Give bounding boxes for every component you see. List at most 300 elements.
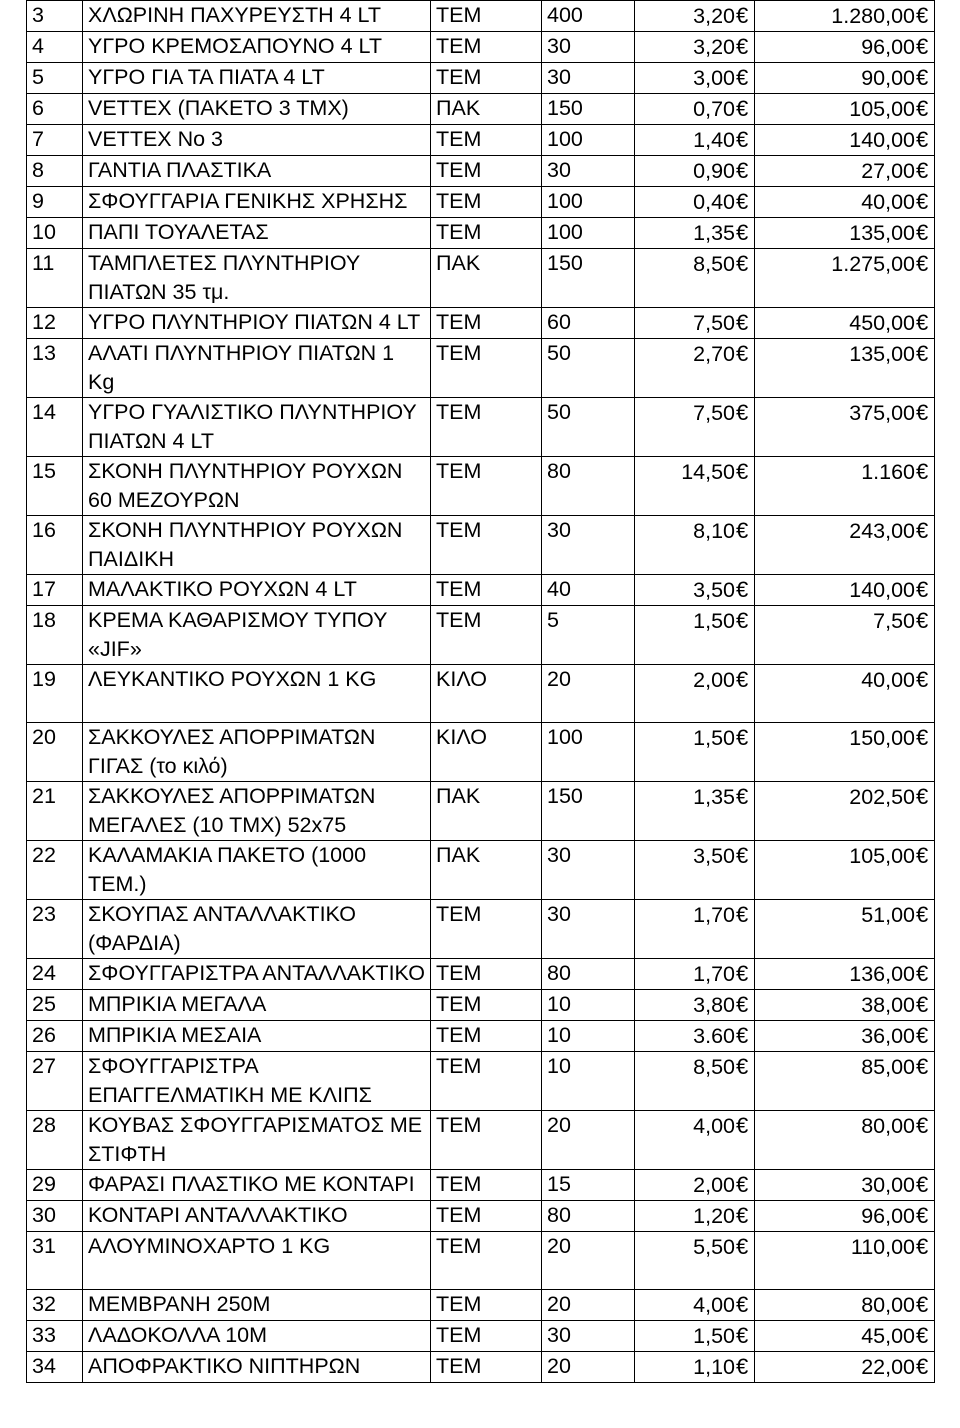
item-number: 31 bbox=[27, 1232, 83, 1290]
item-unit: ΤΕΜ bbox=[431, 1111, 542, 1170]
table-row bbox=[27, 308, 935, 339]
item-number: 12 bbox=[27, 308, 83, 339]
item-quantity: 5 bbox=[542, 606, 635, 665]
euro-sign: € bbox=[916, 3, 929, 28]
item-description: ΓΑΝΤΙΑ ΠΛΑΣΤΙΚΑ bbox=[83, 156, 431, 187]
item-unit: ΤΕΜ bbox=[431, 218, 542, 249]
item-unit: ΤΕΜ bbox=[431, 308, 542, 339]
euro-sign: € bbox=[736, 1234, 749, 1259]
item-unit-price: 3,50 bbox=[693, 844, 735, 868]
item-unit-price: 8,50 bbox=[693, 1055, 735, 1079]
table-row bbox=[27, 606, 935, 665]
euro-sign: € bbox=[736, 1113, 749, 1138]
item-total: 450,00 bbox=[849, 311, 915, 335]
item-quantity: 10 bbox=[542, 990, 635, 1021]
item-number: 5 bbox=[27, 63, 83, 94]
item-unit-price-cell bbox=[635, 841, 755, 900]
item-quantity: 15 bbox=[542, 1170, 635, 1201]
item-quantity: 150 bbox=[542, 94, 635, 125]
euro-sign: € bbox=[916, 459, 929, 484]
table-row bbox=[27, 1111, 935, 1170]
euro-sign: € bbox=[916, 310, 929, 335]
table-row bbox=[27, 63, 935, 94]
item-unit-price-cell bbox=[635, 339, 755, 398]
item-quantity: 10 bbox=[542, 1052, 635, 1111]
euro-sign: € bbox=[736, 1292, 749, 1317]
item-unit-price-cell bbox=[635, 94, 755, 125]
table-row bbox=[27, 665, 935, 723]
item-unit-price-cell bbox=[635, 665, 755, 723]
item-unit: ΤΕΜ bbox=[431, 32, 542, 63]
euro-sign: € bbox=[916, 992, 929, 1017]
item-unit: ΤΕΜ bbox=[431, 1052, 542, 1111]
item-total: 105,00 bbox=[849, 97, 915, 121]
item-number: 28 bbox=[27, 1111, 83, 1170]
item-number: 30 bbox=[27, 1201, 83, 1232]
item-unit-price-cell bbox=[635, 959, 755, 990]
euro-sign: € bbox=[736, 1172, 749, 1197]
item-total: 135,00 bbox=[849, 221, 915, 245]
euro-sign: € bbox=[736, 127, 749, 152]
item-unit-price-cell bbox=[635, 1232, 755, 1290]
euro-sign: € bbox=[916, 158, 929, 183]
item-number: 3 bbox=[27, 1, 83, 32]
item-quantity: 80 bbox=[542, 1201, 635, 1232]
euro-sign: € bbox=[916, 251, 929, 276]
item-total-cell bbox=[755, 1201, 935, 1232]
item-unit-price: 5,50 bbox=[693, 1235, 735, 1259]
item-quantity: 20 bbox=[542, 665, 635, 723]
item-unit-price-cell bbox=[635, 63, 755, 94]
item-number: 18 bbox=[27, 606, 83, 665]
euro-sign: € bbox=[736, 251, 749, 276]
item-unit-price: 3,00 bbox=[693, 66, 735, 90]
table-row bbox=[27, 457, 935, 516]
item-number: 24 bbox=[27, 959, 83, 990]
item-description: ΧΛΩΡΙΝΗ ΠΑΧΥΡΕΥΣΤΗ 4 LT bbox=[83, 1, 431, 32]
item-description: ΠΑΠΙ ΤΟΥΑΛΕΤΑΣ bbox=[83, 218, 431, 249]
item-unit-price: 1,50 bbox=[693, 726, 735, 750]
item-unit: ΠΑΚ bbox=[431, 841, 542, 900]
euro-sign: € bbox=[916, 189, 929, 214]
item-total: 375,00 bbox=[849, 401, 915, 425]
item-unit-price: 8,50 bbox=[693, 252, 735, 276]
item-description: ΛΕΥΚΑΝΤΙΚΟ ΡΟΥΧΩΝ 1 KG bbox=[83, 665, 431, 723]
item-number: 26 bbox=[27, 1021, 83, 1052]
item-number: 6 bbox=[27, 94, 83, 125]
item-unit-price: 0,90 bbox=[693, 159, 735, 183]
item-unit-price: 1,50 bbox=[693, 1324, 735, 1348]
item-total: 136,00 bbox=[849, 962, 915, 986]
euro-sign: € bbox=[736, 1054, 749, 1079]
item-number: 17 bbox=[27, 575, 83, 606]
item-total: 45,00 bbox=[861, 1324, 915, 1348]
item-total: 96,00 bbox=[861, 35, 915, 59]
item-unit-price-cell bbox=[635, 575, 755, 606]
item-unit: ΤΕΜ bbox=[431, 516, 542, 575]
item-total-cell bbox=[755, 339, 935, 398]
item-unit-price-cell bbox=[635, 1, 755, 32]
item-quantity: 150 bbox=[542, 782, 635, 841]
item-unit: ΤΕΜ bbox=[431, 606, 542, 665]
item-description: ΚΑΛΑΜΑΚΙΑ ΠΑΚΕΤΟ (1000 ΤΕΜ.) bbox=[83, 841, 431, 900]
item-unit-price-cell bbox=[635, 308, 755, 339]
euro-sign: € bbox=[916, 784, 929, 809]
euro-sign: € bbox=[916, 1054, 929, 1079]
item-number: 20 bbox=[27, 723, 83, 782]
euro-sign: € bbox=[736, 784, 749, 809]
item-total-cell bbox=[755, 841, 935, 900]
item-total-cell bbox=[755, 1321, 935, 1352]
item-unit-price: 1,50 bbox=[693, 609, 735, 633]
euro-sign: € bbox=[736, 459, 749, 484]
item-total: 243,00 bbox=[849, 519, 915, 543]
item-quantity: 30 bbox=[542, 516, 635, 575]
item-unit-price-cell bbox=[635, 1021, 755, 1052]
item-total-cell bbox=[755, 249, 935, 308]
item-description: ΚΟΥΒΑΣ ΣΦΟΥΓΓΑΡΙΣΜΑΤΟΣ ΜΕ ΣΤΙΦΤΗ bbox=[83, 1111, 431, 1170]
item-unit: ΠΑΚ bbox=[431, 94, 542, 125]
item-total-cell bbox=[755, 782, 935, 841]
item-quantity: 100 bbox=[542, 187, 635, 218]
item-unit-price-cell bbox=[635, 990, 755, 1021]
item-quantity: 100 bbox=[542, 125, 635, 156]
item-unit: ΤΕΜ bbox=[431, 959, 542, 990]
item-number: 19 bbox=[27, 665, 83, 723]
item-unit-price-cell bbox=[635, 1170, 755, 1201]
euro-sign: € bbox=[736, 667, 749, 692]
item-description: ΣΦΟΥΓΓΑΡΙΑ ΓΕΝΙΚΗΣ ΧΡΗΣΗΣ bbox=[83, 187, 431, 218]
item-number: 22 bbox=[27, 841, 83, 900]
item-number: 33 bbox=[27, 1321, 83, 1352]
item-unit-price: 8,10 bbox=[693, 519, 735, 543]
euro-sign: € bbox=[916, 1323, 929, 1348]
item-unit-price: 3,50 bbox=[693, 578, 735, 602]
item-quantity: 40 bbox=[542, 575, 635, 606]
item-total: 1.160 bbox=[861, 460, 915, 484]
item-total-cell bbox=[755, 1232, 935, 1290]
item-quantity: 20 bbox=[542, 1290, 635, 1321]
euro-sign: € bbox=[736, 518, 749, 543]
euro-sign: € bbox=[916, 725, 929, 750]
item-description: ΣΚΟΝΗ ΠΛΥΝΤΗΡΙΟΥ ΡΟΥΧΩΝ ΠΑΙΔΙΚΗ bbox=[83, 516, 431, 575]
item-description: ΣΑΚΚΟΥΛΕΣ ΑΠΟΡΡΙΜΑΤΩΝ ΓΙΓΑΣ (το κιλό) bbox=[83, 723, 431, 782]
item-number: 10 bbox=[27, 218, 83, 249]
item-total-cell bbox=[755, 94, 935, 125]
item-description: ΥΓΡΟ ΚΡΕΜΟΣΑΠΟΥΝΟ 4 LT bbox=[83, 32, 431, 63]
euro-sign: € bbox=[916, 961, 929, 986]
item-total: 135,00 bbox=[849, 342, 915, 366]
item-total: 202,50 bbox=[849, 785, 915, 809]
item-unit-price: 4,00 bbox=[693, 1114, 735, 1138]
item-total-cell bbox=[755, 606, 935, 665]
item-number: 11 bbox=[27, 249, 83, 308]
item-unit-price-cell bbox=[635, 218, 755, 249]
item-unit: ΤΕΜ bbox=[431, 398, 542, 457]
item-description: ΜΕΜΒΡΑΝΗ 250Μ bbox=[83, 1290, 431, 1321]
table-row bbox=[27, 841, 935, 900]
item-unit-price: 4,00 bbox=[693, 1293, 735, 1317]
item-unit: ΠΑΚ bbox=[431, 249, 542, 308]
item-unit-price: 3.60 bbox=[693, 1024, 735, 1048]
item-unit: ΤΕΜ bbox=[431, 63, 542, 94]
table-row bbox=[27, 1052, 935, 1111]
item-unit-price: 3,20 bbox=[693, 35, 735, 59]
item-total: 80,00 bbox=[861, 1293, 915, 1317]
item-number: 4 bbox=[27, 32, 83, 63]
item-quantity: 10 bbox=[542, 1021, 635, 1052]
item-total: 40,00 bbox=[861, 668, 915, 692]
item-unit-price: 2,00 bbox=[693, 1173, 735, 1197]
item-unit: ΤΕΜ bbox=[431, 1321, 542, 1352]
euro-sign: € bbox=[736, 992, 749, 1017]
item-total-cell bbox=[755, 1, 935, 32]
item-description: ΣΑΚΚΟΥΛΕΣ ΑΠΟΡΡΙΜΑΤΩΝ ΜΕΓΑΛΕΣ (10 ΤΜΧ) 52x75 bbox=[83, 782, 431, 841]
item-unit: ΠΑΚ bbox=[431, 782, 542, 841]
item-description: ΚΡΕΜΑ ΚΑΘΑΡΙΣΜΟΥ ΤΥΠΟΥ «JIF» bbox=[83, 606, 431, 665]
item-quantity: 400 bbox=[542, 1, 635, 32]
item-total-cell bbox=[755, 1111, 935, 1170]
item-total: 22,00 bbox=[861, 1355, 915, 1379]
item-unit: ΤΕΜ bbox=[431, 457, 542, 516]
item-quantity: 20 bbox=[542, 1352, 635, 1383]
euro-sign: € bbox=[736, 34, 749, 59]
table-row bbox=[27, 125, 935, 156]
euro-sign: € bbox=[736, 1023, 749, 1048]
euro-sign: € bbox=[736, 902, 749, 927]
item-unit: ΤΕΜ bbox=[431, 1232, 542, 1290]
item-unit-price: 1,35 bbox=[693, 785, 735, 809]
item-description: ΣΦΟΥΓΓΑΡΙΣΤΡΑ ΑΝΤΑΛΛΑΚΤΙΚΟ bbox=[83, 959, 431, 990]
item-total-cell bbox=[755, 1352, 935, 1383]
item-total-cell bbox=[755, 308, 935, 339]
item-unit-price-cell bbox=[635, 1290, 755, 1321]
euro-sign: € bbox=[736, 725, 749, 750]
item-unit: ΤΕΜ bbox=[431, 125, 542, 156]
item-quantity: 150 bbox=[542, 249, 635, 308]
item-unit-price: 1,35 bbox=[693, 221, 735, 245]
item-unit-price-cell bbox=[635, 782, 755, 841]
euro-sign: € bbox=[916, 1234, 929, 1259]
item-total-cell bbox=[755, 457, 935, 516]
item-quantity: 20 bbox=[542, 1111, 635, 1170]
item-description: ΣΚΟΝΗ ΠΛΥΝΤΗΡΙΟΥ ΡΟΥΧΩΝ 60 ΜΕΖΟΥΡΩΝ bbox=[83, 457, 431, 516]
table-row bbox=[27, 1021, 935, 1052]
table-row bbox=[27, 990, 935, 1021]
euro-sign: € bbox=[736, 189, 749, 214]
table-row bbox=[27, 959, 935, 990]
item-unit-price: 1,10 bbox=[693, 1355, 735, 1379]
table-row bbox=[27, 1321, 935, 1352]
item-unit-price-cell bbox=[635, 1201, 755, 1232]
item-unit: ΚΙΛΟ bbox=[431, 723, 542, 782]
item-total-cell bbox=[755, 187, 935, 218]
item-total-cell bbox=[755, 1021, 935, 1052]
item-unit-price-cell bbox=[635, 156, 755, 187]
item-unit-price: 3,80 bbox=[693, 993, 735, 1017]
item-total-cell bbox=[755, 1170, 935, 1201]
item-total-cell bbox=[755, 125, 935, 156]
euro-sign: € bbox=[916, 1354, 929, 1379]
item-total: 85,00 bbox=[861, 1055, 915, 1079]
item-unit: ΤΕΜ bbox=[431, 1, 542, 32]
item-total-cell bbox=[755, 63, 935, 94]
euro-sign: € bbox=[736, 400, 749, 425]
euro-sign: € bbox=[736, 220, 749, 245]
euro-sign: € bbox=[916, 843, 929, 868]
euro-sign: € bbox=[916, 1113, 929, 1138]
item-unit: ΤΕΜ bbox=[431, 339, 542, 398]
euro-sign: € bbox=[916, 400, 929, 425]
item-total-cell bbox=[755, 990, 935, 1021]
item-quantity: 80 bbox=[542, 959, 635, 990]
table-row bbox=[27, 249, 935, 308]
item-unit-price-cell bbox=[635, 1052, 755, 1111]
item-description: ΤΑΜΠΛΕΤΕΣ ΠΛΥΝΤΗΡΙΟΥ ΠΙΑΤΩΝ 35 τμ. bbox=[83, 249, 431, 308]
item-quantity: 30 bbox=[542, 900, 635, 959]
item-total-cell bbox=[755, 900, 935, 959]
euro-sign: € bbox=[736, 96, 749, 121]
item-total: 110,00 bbox=[850, 1235, 915, 1259]
item-unit: ΚΙΛΟ bbox=[431, 665, 542, 723]
euro-sign: € bbox=[736, 3, 749, 28]
item-quantity: 50 bbox=[542, 398, 635, 457]
item-unit-price-cell bbox=[635, 900, 755, 959]
euro-sign: € bbox=[916, 1172, 929, 1197]
euro-sign: € bbox=[916, 608, 929, 633]
item-quantity: 20 bbox=[542, 1232, 635, 1290]
item-unit: ΤΕΜ bbox=[431, 1201, 542, 1232]
item-total-cell bbox=[755, 156, 935, 187]
item-unit-price-cell bbox=[635, 125, 755, 156]
euro-sign: € bbox=[916, 518, 929, 543]
item-description: VETTEX No 3 bbox=[83, 125, 431, 156]
item-total: 140,00 bbox=[849, 128, 915, 152]
item-total: 40,00 bbox=[861, 190, 915, 214]
item-unit-price: 3,20 bbox=[693, 4, 735, 28]
item-unit: ΤΕΜ bbox=[431, 575, 542, 606]
item-description: ΦΑΡΑΣΙ ΠΛΑΣΤΙΚΟ ΜΕ ΚΟΝΤΑΡΙ bbox=[83, 1170, 431, 1201]
item-unit: ΤΕΜ bbox=[431, 1170, 542, 1201]
table-row bbox=[27, 1232, 935, 1290]
euro-sign: € bbox=[736, 1323, 749, 1348]
item-unit-price: 1,40 bbox=[693, 128, 735, 152]
price-table bbox=[26, 0, 935, 1383]
item-description: ΣΚΟΥΠΑΣ ΑΝΤΑΛΛΑΚΤΙΚΟ (ΦΑΡΔΙΑ) bbox=[83, 900, 431, 959]
euro-sign: € bbox=[916, 127, 929, 152]
item-total: 90,00 bbox=[861, 66, 915, 90]
item-total: 7,50 bbox=[873, 609, 915, 633]
item-number: 9 bbox=[27, 187, 83, 218]
euro-sign: € bbox=[916, 220, 929, 245]
item-total-cell bbox=[755, 398, 935, 457]
euro-sign: € bbox=[916, 667, 929, 692]
price-table-body bbox=[27, 1, 935, 1383]
item-unit-price-cell bbox=[635, 723, 755, 782]
table-row bbox=[27, 32, 935, 63]
item-total-cell bbox=[755, 723, 935, 782]
item-total-cell bbox=[755, 959, 935, 990]
euro-sign: € bbox=[736, 577, 749, 602]
item-unit: ΤΕΜ bbox=[431, 900, 542, 959]
item-number: 16 bbox=[27, 516, 83, 575]
item-total: 105,00 bbox=[849, 844, 915, 868]
item-number: 7 bbox=[27, 125, 83, 156]
item-quantity: 30 bbox=[542, 1321, 635, 1352]
item-total: 30,00 bbox=[861, 1173, 915, 1197]
table-row bbox=[27, 900, 935, 959]
item-unit-price-cell bbox=[635, 398, 755, 457]
table-row bbox=[27, 218, 935, 249]
table-row bbox=[27, 723, 935, 782]
table-row bbox=[27, 1170, 935, 1201]
table-row bbox=[27, 398, 935, 457]
euro-sign: € bbox=[916, 1292, 929, 1317]
item-total-cell bbox=[755, 32, 935, 63]
item-unit-price: 1,70 bbox=[693, 962, 735, 986]
item-number: 21 bbox=[27, 782, 83, 841]
item-description: ΜΠΡΙΚΙΑ ΜΕΓΑΛΑ bbox=[83, 990, 431, 1021]
item-number: 8 bbox=[27, 156, 83, 187]
item-description: ΥΓΡΟ ΠΛΥΝΤΗΡΙΟΥ ΠΙΑΤΩΝ 4 LT bbox=[83, 308, 431, 339]
item-total-cell bbox=[755, 575, 935, 606]
euro-sign: € bbox=[916, 902, 929, 927]
euro-sign: € bbox=[736, 341, 749, 366]
item-total: 96,00 bbox=[861, 1204, 915, 1228]
euro-sign: € bbox=[736, 310, 749, 335]
table-row bbox=[27, 1290, 935, 1321]
euro-sign: € bbox=[736, 843, 749, 868]
table-row bbox=[27, 1201, 935, 1232]
item-total: 36,00 bbox=[861, 1024, 915, 1048]
item-quantity: 50 bbox=[542, 339, 635, 398]
item-unit-price-cell bbox=[635, 516, 755, 575]
euro-sign: € bbox=[736, 65, 749, 90]
item-total: 1.280,00 bbox=[831, 4, 915, 28]
table-row bbox=[27, 1, 935, 32]
item-quantity: 30 bbox=[542, 32, 635, 63]
item-unit-price: 14,50 bbox=[681, 460, 735, 484]
item-total-cell bbox=[755, 516, 935, 575]
item-number: 23 bbox=[27, 900, 83, 959]
item-quantity: 100 bbox=[542, 218, 635, 249]
item-unit-price: 1,20 bbox=[693, 1204, 735, 1228]
table-row bbox=[27, 156, 935, 187]
item-quantity: 80 bbox=[542, 457, 635, 516]
euro-sign: € bbox=[916, 577, 929, 602]
euro-sign: € bbox=[916, 34, 929, 59]
item-unit-price-cell bbox=[635, 249, 755, 308]
item-description: VETTEX (ΠΑΚΕΤΟ 3 ΤΜΧ) bbox=[83, 94, 431, 125]
item-total-cell bbox=[755, 1290, 935, 1321]
item-description: ΜΠΡΙΚΙΑ ΜΕΣΑΙΑ bbox=[83, 1021, 431, 1052]
item-description: ΑΛΑΤΙ ΠΛΥΝΤΗΡΙΟΥ ΠΙΑΤΩΝ 1 Kg bbox=[83, 339, 431, 398]
euro-sign: € bbox=[916, 1023, 929, 1048]
item-number: 34 bbox=[27, 1352, 83, 1383]
item-description: ΜΑΛΑΚΤΙΚΟ ΡΟΥΧΩΝ 4 LT bbox=[83, 575, 431, 606]
euro-sign: € bbox=[736, 1354, 749, 1379]
item-quantity: 60 bbox=[542, 308, 635, 339]
item-unit-price-cell bbox=[635, 457, 755, 516]
item-total: 150,00 bbox=[849, 726, 915, 750]
item-unit-price-cell bbox=[635, 606, 755, 665]
item-description: ΥΓΡΟ ΓΥΑΛΙΣΤΙΚΟ ΠΛΥΝΤΗΡΙΟΥ ΠΙΑΤΩΝ 4 LT bbox=[83, 398, 431, 457]
item-total: 27,00 bbox=[861, 159, 915, 183]
table-row bbox=[27, 187, 935, 218]
item-unit-price: 7,50 bbox=[693, 401, 735, 425]
item-unit-price-cell bbox=[635, 187, 755, 218]
euro-sign: € bbox=[916, 1203, 929, 1228]
